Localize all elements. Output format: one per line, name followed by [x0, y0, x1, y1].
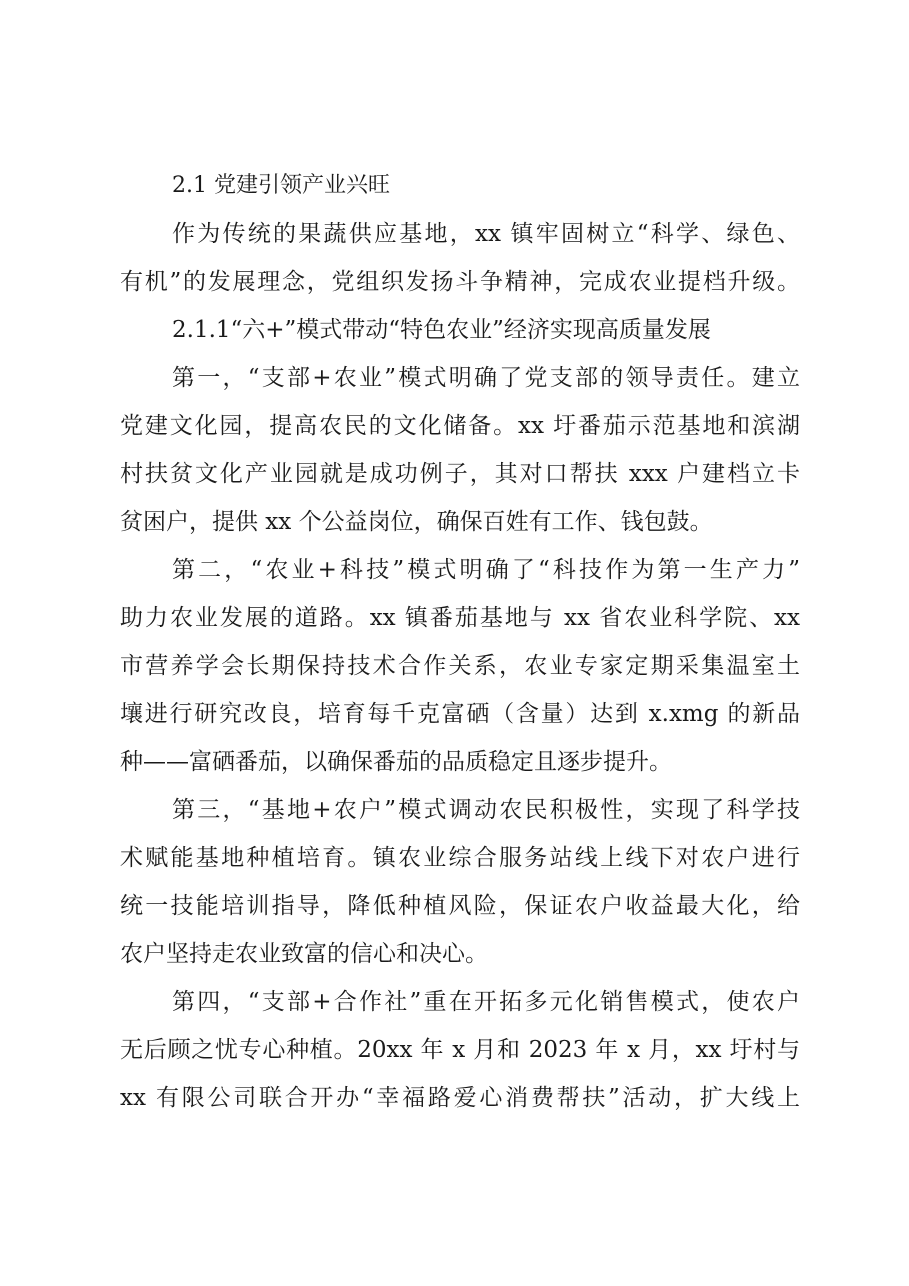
- paragraph-line: 有机”的发展理念，党组织发扬斗争精神，完成农业提档升级。: [120, 269, 800, 295]
- paragraph-line: 种——富硒番茄，以确保番茄的品质稳定且逐步提升。: [120, 749, 672, 775]
- paragraph-line: 壤进行研究改良，培育每千克富硒（含量）达到 x.xmg 的新品: [120, 701, 800, 727]
- paragraph-line: 第四，“支部+合作社”重在开拓多元化销售模式，使农户: [172, 989, 800, 1015]
- paragraph-line: 贫困户，提供 xx 个公益岗位，确保百姓有工作、钱包鼓。: [120, 509, 713, 535]
- paragraph-line: 第三，“基地+农户”模式调动农民积极性，实现了科学技: [172, 797, 800, 823]
- paragraph-line: 第一，“支部+农业”模式明确了党支部的领导责任。建立: [172, 365, 800, 391]
- paragraph-line: xx 有限公司联合开办“幸福路爱心消费帮扶”活动，扩大线上: [120, 1085, 800, 1111]
- paragraph-line: 统一技能培训指导，降低种植风险，保证农户收益最大化，给: [120, 893, 800, 919]
- paragraph-line: 农户坚持走农业致富的信心和决心。: [120, 941, 488, 967]
- paragraph-line: 村扶贫文化产业园就是成功例子，其对口帮扶 xxx 户建档立卡: [120, 461, 800, 487]
- section-heading: 2.1 党建引领产业兴旺: [172, 173, 390, 198]
- paragraph-line: 第二，“农业+科技”模式明确了“科技作为第一生产力”: [172, 557, 800, 583]
- paragraph-line: 党建文化园，提高农民的文化储备。xx 圩番茄示范基地和滨湖: [120, 413, 800, 439]
- paragraph-line: 术赋能基地种植培育。镇农业综合服务站线上线下对农户进行: [120, 845, 800, 871]
- subsection-heading: 2.1.1“六+”模式带动“特色农业”经济实现高质量发展: [172, 317, 711, 343]
- paragraph-line: 助力农业发展的道路。xx 镇番茄基地与 xx 省农业科学院、xx: [120, 605, 800, 631]
- paragraph-line: 无后顾之忧专心种植。20xx 年 x 月和 2023 年 x 月，xx 圩村与: [120, 1037, 800, 1063]
- paragraph-line: 市营养学会长期保持技术合作关系，农业专家定期采集温室土: [120, 653, 800, 679]
- paragraph-line: 作为传统的果蔬供应基地，xx 镇牢固树立“科学、绿色、: [172, 221, 800, 247]
